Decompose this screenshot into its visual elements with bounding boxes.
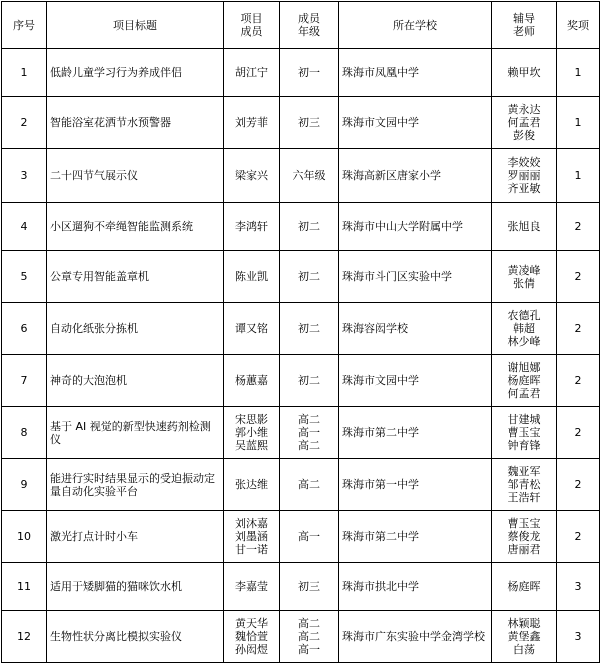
header-mentors-line2: 老师 — [513, 25, 535, 38]
member-name: 刘芳菲 — [235, 116, 268, 129]
member-grade: 高一 — [298, 643, 320, 656]
member-name: 刘墨涵 — [235, 530, 268, 543]
mentor-name: 唐丽君 — [507, 543, 541, 556]
header-award: 奖项 — [557, 2, 600, 49]
table-row — [2, 149, 600, 203]
cell-title: 公章专用智能盖章机 — [47, 251, 224, 303]
header-grade-line2: 年级 — [298, 25, 320, 38]
mentor-name: 林颖聪 — [507, 617, 541, 630]
cell-members — [224, 303, 280, 355]
cell-school: 珠海容闳学校 — [339, 303, 492, 355]
cell-mentors — [492, 355, 557, 407]
cell-title: 适用于矮脚猫的猫咪饮水机 — [47, 563, 224, 611]
mentor-name: 何孟君 — [507, 116, 541, 129]
cell-members — [224, 149, 280, 203]
member-name: 孙闳煜 — [235, 643, 268, 656]
table-row — [2, 355, 600, 407]
cell-num: 11 — [2, 563, 47, 611]
header-title: 项目标题 — [47, 2, 224, 49]
member-grade: 高二 — [298, 439, 320, 452]
cell-mentors — [492, 563, 557, 611]
mentor-name: 罗丽丽 — [507, 169, 541, 182]
cell-num: 8 — [2, 407, 47, 459]
cell-grade — [280, 251, 339, 303]
cell-award: 1 — [557, 97, 600, 149]
cell-award: 3 — [557, 611, 600, 663]
cell-num: 3 — [2, 149, 47, 203]
cell-title: 二十四节气展示仪 — [47, 149, 224, 203]
mentor-name: 张旭良 — [507, 220, 541, 233]
cell-mentors — [492, 407, 557, 459]
cell-members — [224, 459, 280, 511]
cell-award: 2 — [557, 303, 600, 355]
member-name: 张达维 — [235, 478, 268, 491]
cell-members — [224, 611, 280, 663]
table-row — [2, 303, 600, 355]
cell-members — [224, 511, 280, 563]
awards-table — [1, 1, 600, 663]
cell-num: 6 — [2, 303, 47, 355]
cell-members — [224, 407, 280, 459]
member-name: 胡江宁 — [235, 66, 268, 79]
mentor-name: 黄堡鑫 — [507, 630, 541, 643]
member-grade: 初二 — [298, 322, 320, 335]
mentor-name: 林少峰 — [507, 335, 541, 348]
cell-mentors — [492, 97, 557, 149]
cell-mentors — [492, 149, 557, 203]
header-members-line1: 项目 — [240, 12, 263, 25]
member-grade: 初三 — [298, 580, 320, 593]
mentor-name: 曹玉宝 — [507, 426, 541, 439]
cell-school: 珠海市广东实验中学金湾学校 — [339, 611, 492, 663]
cell-school: 珠海市文园中学 — [339, 355, 492, 407]
mentor-name: 邹青松 — [507, 478, 541, 491]
cell-mentors — [492, 49, 557, 97]
cell-num: 10 — [2, 511, 47, 563]
mentor-name: 钟育锋 — [507, 439, 541, 452]
member-grade: 高一 — [298, 530, 320, 543]
cell-num: 1 — [2, 49, 47, 97]
cell-grade — [280, 563, 339, 611]
cell-mentors — [492, 511, 557, 563]
cell-mentors — [492, 203, 557, 251]
header-school: 所在学校 — [339, 2, 492, 49]
mentor-name: 白荡 — [513, 643, 535, 656]
cell-school: 珠海高新区唐家小学 — [339, 149, 492, 203]
cell-grade — [280, 459, 339, 511]
member-name: 杨蕙嘉 — [235, 374, 268, 387]
table-row — [2, 611, 600, 663]
member-name: 陈业凯 — [235, 270, 268, 283]
cell-title: 能进行实时结果显示的受迫振动定量自动化实验平台 — [47, 459, 224, 511]
table-row — [2, 407, 600, 459]
header-num: 序号 — [2, 2, 47, 49]
header-grade-line1: 成员 — [298, 12, 320, 25]
mentor-name: 黄永达 — [507, 103, 541, 116]
header-mentors — [492, 2, 557, 49]
cell-award: 2 — [557, 203, 600, 251]
mentor-name: 韩超 — [513, 322, 535, 335]
cell-grade — [280, 611, 339, 663]
cell-title: 小区遛狗不牵绳智能监测系统 — [47, 203, 224, 251]
member-grade: 高二 — [298, 617, 320, 630]
cell-num: 9 — [2, 459, 47, 511]
member-name: 梁家兴 — [235, 169, 268, 182]
cell-members — [224, 49, 280, 97]
member-grade: 初三 — [298, 116, 320, 129]
mentor-name: 谢旭娜 — [507, 361, 541, 374]
mentor-name: 王浩轩 — [507, 491, 541, 504]
cell-grade — [280, 49, 339, 97]
cell-title: 低龄儿童学习行为养成伴侣 — [47, 49, 224, 97]
member-name: 李嘉莹 — [235, 580, 268, 593]
cell-members — [224, 563, 280, 611]
cell-grade — [280, 97, 339, 149]
cell-grade — [280, 203, 339, 251]
header-mentors-line1: 辅导 — [513, 12, 535, 25]
cell-school: 珠海市第二中学 — [339, 407, 492, 459]
cell-mentors — [492, 251, 557, 303]
cell-grade — [280, 303, 339, 355]
cell-award: 2 — [557, 251, 600, 303]
cell-grade — [280, 511, 339, 563]
mentor-name: 蔡俊龙 — [507, 530, 541, 543]
cell-members — [224, 355, 280, 407]
mentor-name: 张倩 — [513, 276, 535, 290]
cell-members — [224, 97, 280, 149]
member-name: 刘沐嘉 — [235, 517, 268, 530]
cell-title: 生物性状分离比模拟实验仪 — [47, 611, 224, 663]
table-row — [2, 251, 600, 303]
member-grade: 初二 — [298, 374, 320, 387]
member-name: 宋思影 — [235, 413, 268, 426]
table-row — [2, 511, 600, 563]
cell-num: 2 — [2, 97, 47, 149]
cell-school: 珠海市拱北中学 — [339, 563, 492, 611]
cell-num: 5 — [2, 251, 47, 303]
table-row — [2, 203, 600, 251]
member-name: 吴蓝熙 — [235, 439, 268, 452]
member-grade: 高二 — [298, 478, 320, 491]
cell-mentors — [492, 611, 557, 663]
member-name: 李鸿轩 — [235, 220, 268, 233]
cell-title: 神奇的大泡泡机 — [47, 355, 224, 407]
cell-title: 激光打点计时小车 — [47, 511, 224, 563]
member-name: 黄天华 — [235, 617, 268, 630]
cell-num: 12 — [2, 611, 47, 663]
member-grade: 高二 — [298, 630, 320, 643]
member-grade: 初二 — [298, 270, 320, 283]
cell-award: 2 — [557, 355, 600, 407]
member-grade: 高一 — [298, 426, 320, 439]
cell-title: 基于 AI 视觉的新型快速药剂检测仪 — [47, 407, 224, 459]
member-grade: 六年级 — [292, 169, 326, 182]
cell-school: 珠海市凤凰中学 — [339, 49, 492, 97]
mentor-name: 魏亚军 — [507, 465, 541, 478]
mentor-name: 赖甲坎 — [507, 66, 541, 79]
cell-title: 智能浴室花洒节水预警器 — [47, 97, 224, 149]
cell-award: 3 — [557, 563, 600, 611]
cell-award: 2 — [557, 459, 600, 511]
table-row — [2, 97, 600, 149]
cell-award: 1 — [557, 149, 600, 203]
cell-num: 4 — [2, 203, 47, 251]
header-members-line2: 成员 — [240, 25, 263, 38]
member-grade: 初二 — [298, 220, 320, 233]
cell-mentors — [492, 459, 557, 511]
mentor-name: 齐亚敏 — [507, 182, 541, 195]
cell-grade — [280, 355, 339, 407]
mentor-name: 甘建城 — [507, 413, 541, 426]
cell-school: 珠海市文园中学 — [339, 97, 492, 149]
cell-school: 珠海市第一中学 — [339, 459, 492, 511]
cell-award: 2 — [557, 511, 600, 563]
member-name: 郭小维 — [235, 426, 268, 439]
cell-award: 1 — [557, 49, 600, 97]
cell-award: 2 — [557, 407, 600, 459]
table-row — [2, 49, 600, 97]
cell-mentors — [492, 303, 557, 355]
cell-members — [224, 251, 280, 303]
cell-num: 7 — [2, 355, 47, 407]
cell-grade — [280, 407, 339, 459]
mentor-name: 农德孔 — [507, 309, 541, 322]
mentor-name: 杨庭晖 — [507, 580, 541, 593]
header-row — [2, 2, 600, 49]
table-row — [2, 459, 600, 511]
mentor-name: 彭俊 — [513, 129, 535, 142]
cell-school: 珠海市中山大学附属中学 — [339, 203, 492, 251]
table-row — [2, 563, 600, 611]
cell-school: 珠海市第二中学 — [339, 511, 492, 563]
member-grade: 高二 — [298, 413, 320, 426]
mentor-name: 杨庭晖 — [507, 374, 541, 387]
cell-grade — [280, 149, 339, 203]
member-grade: 初一 — [298, 66, 320, 79]
cell-members — [224, 203, 280, 251]
member-name: 甘一诺 — [235, 543, 268, 556]
member-name: 谭又铭 — [235, 322, 268, 335]
header-grade — [280, 2, 339, 49]
mentor-name: 曹玉宝 — [507, 517, 541, 530]
mentor-name: 何孟君 — [507, 387, 541, 400]
cell-title: 自动化纸张分拣机 — [47, 303, 224, 355]
cell-school: 珠海市斗门区实验中学 — [339, 251, 492, 303]
mentor-name: 黄凌峰 — [507, 263, 541, 277]
member-name: 魏恰萱 — [235, 630, 268, 643]
header-members — [224, 2, 280, 49]
mentor-name: 李姣姣 — [507, 156, 541, 169]
